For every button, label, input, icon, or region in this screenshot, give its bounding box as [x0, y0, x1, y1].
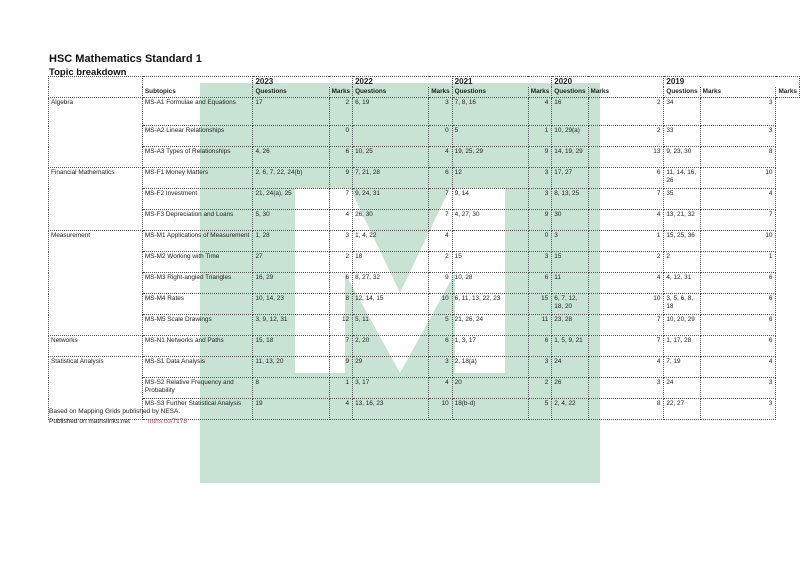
marks-cell: 4 — [588, 210, 664, 231]
year-header-row — [49, 77, 800, 88]
questions-cell: 6, 19 — [353, 98, 429, 126]
marks-cell: 2 — [429, 252, 452, 273]
marks-cell: 3 — [700, 98, 776, 126]
subtopic-cell: MS-M2 Working with Time — [142, 252, 253, 273]
marks-cell: 4 — [429, 231, 452, 252]
questions-cell: 13, 16, 23 — [353, 399, 429, 420]
marks-header: Marks — [588, 87, 664, 98]
marks-cell: 7 — [588, 189, 664, 210]
marks-cell: 5 — [429, 315, 452, 336]
questions-cell: 10, 28 — [452, 273, 528, 294]
questions-cell: 35 — [664, 189, 700, 210]
questions-cell — [452, 231, 528, 252]
marks-cell: 3 — [700, 378, 776, 399]
questions-cell: 27 — [253, 252, 329, 273]
table-row — [49, 336, 800, 357]
questions-cell: 29 — [353, 357, 429, 378]
questions-cell: 33 — [664, 126, 700, 147]
marks-cell: 4 — [329, 210, 352, 231]
subtopic-cell: MS-M4 Rates — [142, 294, 253, 315]
topic-cell: Statistical Analysis — [49, 357, 143, 378]
questions-cell: 15 — [552, 252, 588, 273]
marks-cell: 6 — [700, 294, 776, 315]
marks-cell: 9 — [528, 210, 551, 231]
table-row — [49, 273, 800, 294]
subtopic-cell: MS-A3 Types of Relationships — [142, 147, 253, 168]
topic-cell — [49, 189, 143, 210]
questions-cell: 11, 13, 20 — [253, 357, 329, 378]
marks-cell: 10 — [588, 294, 664, 315]
questions-cell: 20 — [452, 378, 528, 399]
questions-cell: 13, 21, 32 — [664, 210, 700, 231]
marks-cell: 1 — [329, 378, 352, 399]
marks-cell: 2 — [588, 126, 664, 147]
marks-cell: 3 — [429, 98, 452, 126]
questions-cell: 7, 19 — [664, 357, 700, 378]
questions-cell: 5 — [452, 126, 528, 147]
questions-cell: 15 — [452, 252, 528, 273]
marks-cell: 2 — [588, 252, 664, 273]
topic-cell: Networks — [49, 336, 143, 357]
table-row — [49, 168, 800, 189]
questions-cell: 18 — [353, 252, 429, 273]
questions-cell: 10, 25 — [353, 147, 429, 168]
questions-cell: 26 — [552, 378, 588, 399]
marks-cell: 2 — [588, 98, 664, 126]
marks-cell: 6 — [700, 315, 776, 336]
marks-cell: 5 — [528, 399, 551, 420]
year-2020-header: 2020 — [552, 77, 664, 88]
marks-cell: 2 — [329, 252, 352, 273]
questions-cell: 10, 20, 29 — [664, 315, 700, 336]
questions-cell: 4, 27, 30 — [452, 210, 528, 231]
blank-header — [142, 77, 253, 88]
questions-cell: 7, 21, 28 — [353, 168, 429, 189]
questions-cell: 2, 6, 7, 22, 24(b) — [253, 168, 329, 189]
questions-cell: 30 — [552, 210, 588, 231]
marks-cell: 4 — [700, 357, 776, 378]
footer-source: Based on Mapping Grids published by NESA. — [49, 408, 181, 415]
questions-cell: 1, 3, 17 — [452, 336, 528, 357]
questions-cell: 9, 24, 31 — [353, 189, 429, 210]
marks-cell: 3 — [429, 357, 452, 378]
marks-cell: 4 — [429, 378, 452, 399]
questions-cell: 11 — [552, 273, 588, 294]
marks-cell: 6 — [429, 168, 452, 189]
subtopic-cell: MS-N1 Networks and Paths — [142, 336, 253, 357]
marks-cell: 4 — [588, 357, 664, 378]
blank-header — [49, 87, 143, 98]
topic-cell — [49, 210, 143, 231]
questions-header: Questions — [452, 87, 528, 98]
marks-cell: 6 — [588, 168, 664, 189]
marks-cell: 7 — [329, 189, 352, 210]
questions-cell: 18(b-d) — [452, 399, 528, 420]
marks-cell: 15 — [528, 294, 551, 315]
topic-cell — [49, 294, 143, 315]
marks-cell: 7 — [429, 210, 452, 231]
topic-cell — [49, 378, 143, 399]
questions-cell: 7, 8, 16 — [452, 98, 528, 126]
marks-cell: 0 — [329, 126, 352, 147]
marks-cell: 3 — [700, 399, 776, 420]
footer-published — [49, 418, 187, 425]
questions-cell: 8, 27, 32 — [353, 273, 429, 294]
table-row — [49, 357, 800, 378]
marks-cell: 4 — [588, 273, 664, 294]
marks-cell: 3 — [528, 357, 551, 378]
subtopic-cell: MS-M5 Scale Drawings — [142, 315, 253, 336]
marks-cell: 7 — [588, 315, 664, 336]
topic-cell — [49, 252, 143, 273]
marks-cell: 9 — [429, 273, 452, 294]
questions-cell: 26, 30 — [353, 210, 429, 231]
marks-cell: 1 — [700, 252, 776, 273]
questions-cell: 1, 4, 22 — [353, 231, 429, 252]
marks-cell: 4 — [700, 189, 776, 210]
questions-header: Questions — [253, 87, 329, 98]
year-2021-header: 2021 — [452, 77, 552, 88]
questions-header: Questions — [664, 87, 700, 98]
marks-cell: 3 — [528, 168, 551, 189]
subtopic-cell: MS-S1 Data Analysis — [142, 357, 253, 378]
questions-cell: 21, 24(a), 25 — [253, 189, 329, 210]
questions-cell: 2 — [664, 252, 700, 273]
questions-cell: 19 — [253, 399, 329, 420]
marks-cell: 9 — [329, 357, 352, 378]
year-2019-header: 2019 — [664, 77, 800, 88]
marks-cell: 2 — [329, 98, 352, 126]
subtopic-cell: MS-A1 Formulae and Equations — [142, 98, 253, 126]
marks-header: Marks — [329, 87, 352, 98]
marks-cell: 7 — [329, 336, 352, 357]
marks-cell: 7 — [588, 336, 664, 357]
questions-cell: 9, 23, 30 — [664, 147, 700, 168]
topic-cell — [49, 273, 143, 294]
questions-cell: 4, 26 — [253, 147, 329, 168]
questions-cell — [353, 126, 429, 147]
table-row — [49, 252, 800, 273]
marks-cell: 9 — [329, 168, 352, 189]
questions-cell: 16 — [552, 98, 588, 126]
table-row — [49, 294, 800, 315]
marks-cell: 9 — [528, 147, 551, 168]
questions-cell: 6, 7, 12, 18, 20 — [552, 294, 588, 315]
subtopic-cell: MS-F3 Depreciation and Loans — [142, 210, 253, 231]
subtopic-cell: MS-F1 Money Matters — [142, 168, 253, 189]
questions-cell: 2, 20 — [353, 336, 429, 357]
questions-cell: 24 — [552, 357, 588, 378]
questions-cell: 6, 11, 13, 22, 23 — [452, 294, 528, 315]
questions-cell: 24 — [664, 378, 700, 399]
marks-cell: 7 — [700, 210, 776, 231]
marks-header: Marks — [700, 87, 776, 98]
marks-cell: 8 — [700, 147, 776, 168]
questions-cell: 3 — [552, 231, 588, 252]
table-row — [49, 126, 800, 147]
marks-cell: 6 — [329, 147, 352, 168]
subtopic-cell: MS-A2 Linear Relationships — [142, 126, 253, 147]
questions-cell: 11, 14, 16, 26 — [664, 168, 700, 189]
questions-cell: 1, 17, 28 — [664, 336, 700, 357]
marks-header: Marks — [776, 87, 800, 98]
marks-cell: 4 — [429, 147, 452, 168]
questions-cell: 2, 4, 22 — [552, 399, 588, 420]
questions-cell: 17 — [253, 98, 329, 126]
questions-cell: 12 — [452, 168, 528, 189]
page-subtitle: Topic breakdown — [49, 67, 127, 78]
marks-cell: 10 — [429, 294, 452, 315]
topic-breakdown-table — [48, 76, 800, 420]
questions-cell: 3, 5, 6, 8, 18 — [664, 294, 700, 315]
questions-cell: 10, 29(a) — [552, 126, 588, 147]
marks-cell: 3 — [329, 231, 352, 252]
table-row — [49, 231, 800, 252]
marks-cell: 13 — [588, 147, 664, 168]
table-row — [49, 189, 800, 210]
topic-cell: Algebra — [49, 98, 143, 126]
table-row — [49, 210, 800, 231]
marks-cell: 10 — [700, 231, 776, 252]
table-body — [49, 98, 800, 420]
marks-cell: 7 — [429, 189, 452, 210]
marks-header: Marks — [429, 87, 452, 98]
topic-cell — [49, 315, 143, 336]
marks-cell: 10 — [429, 399, 452, 420]
blank-header — [49, 77, 143, 88]
questions-cell: 3, 9, 12, 31 — [253, 315, 329, 336]
column-header-row — [49, 87, 800, 98]
marks-cell: 3 — [528, 189, 551, 210]
subtopic-cell: MS-S3 Further Statistical Analysis — [142, 399, 253, 420]
table-row — [49, 98, 800, 126]
marks-cell: 3 — [700, 126, 776, 147]
marks-cell: 6 — [329, 273, 352, 294]
topic-cell: Measurement — [49, 231, 143, 252]
table-row — [49, 147, 800, 168]
questions-header: Questions — [353, 87, 429, 98]
marks-cell: 6 — [528, 273, 551, 294]
questions-header: Questions — [552, 87, 588, 98]
marks-cell: 0 — [528, 231, 551, 252]
questions-cell: 34 — [664, 98, 700, 126]
subtopic-cell: MS-S2 Relative Frequency and Probability — [142, 378, 253, 399]
questions-cell: 22, 27 — [664, 399, 700, 420]
marks-cell: 4 — [528, 98, 551, 126]
year-2022-header: 2022 — [353, 77, 453, 88]
marks-header: Marks — [528, 87, 551, 98]
questions-cell: 17, 27 — [552, 168, 588, 189]
marks-cell: 6 — [429, 336, 452, 357]
subtopic-cell: MS-M3 Right-angled Triangles — [142, 273, 253, 294]
topic-cell — [49, 126, 143, 147]
marks-cell: 6 — [700, 336, 776, 357]
questions-cell: 15, 25, 36 — [664, 231, 700, 252]
marks-cell: 11 — [528, 315, 551, 336]
marks-cell: 1 — [528, 126, 551, 147]
year-2023-header: 2023 — [253, 77, 353, 88]
questions-cell: 2, 18(a) — [452, 357, 528, 378]
footer-published-text: Published on mathslinks.net — [49, 418, 130, 425]
questions-cell: 8, 13, 25 — [552, 189, 588, 210]
questions-cell: 16, 29 — [253, 273, 329, 294]
table-row — [49, 378, 800, 399]
table-row — [49, 315, 800, 336]
marks-cell: 6 — [700, 273, 776, 294]
questions-cell: 5, 30 — [253, 210, 329, 231]
questions-cell — [253, 126, 329, 147]
marks-cell: 2 — [528, 378, 551, 399]
marks-cell: 10 — [700, 168, 776, 189]
marks-cell: 4 — [329, 399, 352, 420]
topic-cell: Financial Mathematics — [49, 168, 143, 189]
subtopic-cell: MS-F2 Investment — [142, 189, 253, 210]
subtopics-header: Subtopics — [142, 87, 253, 98]
questions-cell: 5, 11 — [353, 315, 429, 336]
questions-cell: 9, 14 — [452, 189, 528, 210]
marks-cell: 3 — [528, 252, 551, 273]
questions-cell: 3, 17 — [353, 378, 429, 399]
questions-cell: 14, 19, 29 — [552, 147, 588, 168]
page-title: HSC Mathematics Standard 1 — [49, 53, 202, 65]
questions-cell: 10, 14, 23 — [253, 294, 329, 315]
questions-cell: 23, 28 — [552, 315, 588, 336]
marks-cell: 6 — [528, 336, 551, 357]
questions-cell: 8 — [253, 378, 329, 399]
subtopic-cell: MS-M1 Applications of Measurement — [142, 231, 253, 252]
questions-cell: 15, 18 — [253, 336, 329, 357]
marks-cell: 3 — [588, 378, 664, 399]
footer-link[interactable]: mths.co/7178 — [147, 418, 187, 425]
questions-cell: 4, 12, 31 — [664, 273, 700, 294]
topic-cell — [49, 147, 143, 168]
questions-cell: 1, 28 — [253, 231, 329, 252]
questions-cell: 12, 14, 15 — [353, 294, 429, 315]
questions-cell: 21, 26, 24 — [452, 315, 528, 336]
marks-cell: 8 — [329, 294, 352, 315]
marks-cell: 0 — [429, 126, 452, 147]
marks-cell: 8 — [588, 399, 664, 420]
questions-cell: 1, 5, 9, 21 — [552, 336, 588, 357]
marks-cell: 1 — [588, 231, 664, 252]
marks-cell: 12 — [329, 315, 352, 336]
questions-cell: 19, 25, 29 — [452, 147, 528, 168]
